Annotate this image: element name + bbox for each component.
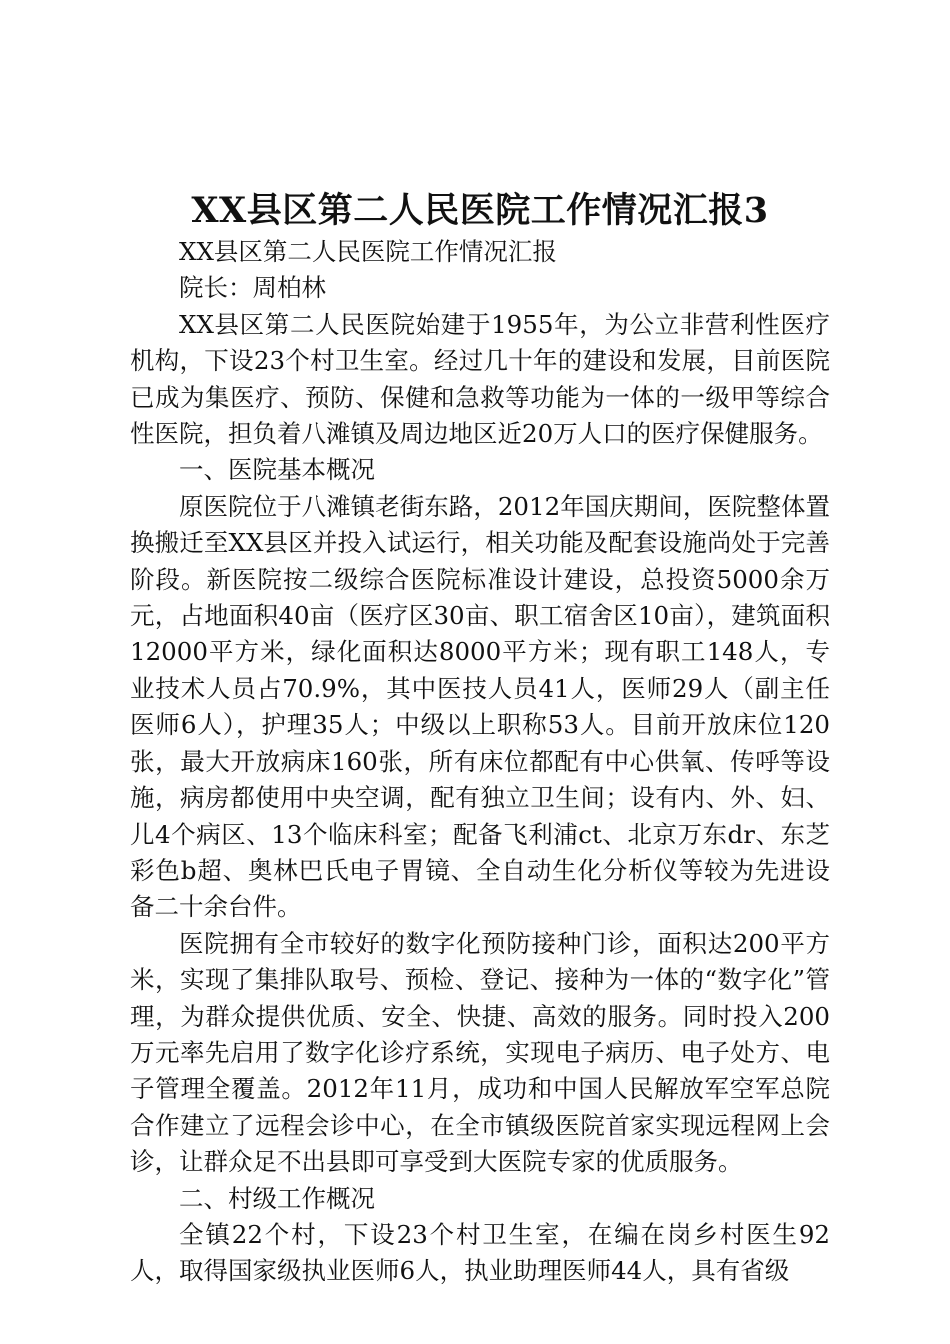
section-heading-2: 二、村级工作概况 bbox=[179, 1183, 375, 1213]
author-line: 院长：周柏林 bbox=[179, 273, 326, 303]
section-1-paragraph-2: 医院拥有全市较好的数字化预防接种门诊，面积达200平方米，实现了集排队取号、预检、登记、接种为一体的“数字化”管理，为群众提供优质、安全、快捷、高效的服务。同时投入200万元率先启用了数字化诊疗系统，实现电子病历、电子处方、电子管理全覆盖。2012年11月，成功和中国人民解放军空军总院合作建立了远程会诊中心，在全市镇级医院首家实现远程网上会诊，让群众足不出县即可享受到大医院专家的优质服务。 bbox=[130, 928, 830, 1177]
document-body bbox=[130, 234, 830, 1290]
section-1-paragraph-1: 原医院位于八滩镇老街东路，2012年国庆期间，医院整体置换搬迁至XX县区并投入试运行，相关功能及配套设施尚处于完善阶段。新医院按二级综合医院标准设计建设，总投资5000余万元，占地面积40亩（医疗区30亩、职工宿舍区10亩），建筑面积12000平方米，绿化面积达8000平方米；现有职工148人，专业技术人员占70.9%，其中医技人员41人，医师29人（副主任医师6人），护理35人；中级以上职称53人。目前开放床位120张，最大开放病床160张，所有床位都配有中心供氧、传呼等设施，病房都使用中央空调，配有独立卫生间；设有内、外、妇、儿4个病区、13个临床科室；配备飞利浦ct、北京万东dr、东芝彩色b超、奥林巴氏电子胃镜、全自动生化分析仪等较为先进设备二十余台件。 bbox=[130, 491, 830, 922]
document-title: XX县区第二人民医院工作情况汇报3 bbox=[191, 190, 769, 231]
report-subtitle: XX县区第二人民医院工作情况汇报 bbox=[179, 237, 557, 266]
intro-paragraph: XX县区第二人民医院始建于1955年，为公立非营利性医疗机构，下设23个村卫生室。经过几十年的建设和发展，目前医院已成为集医疗、预防、保健和急救等功能为一体的一级甲等综合性医院，担负着八滩镇及周边地区近20万人口的医疗保健服务。 bbox=[130, 309, 830, 449]
section-heading-1: 一、医院基本概况 bbox=[179, 455, 375, 485]
section-2-paragraph-1: 全镇22个村，下设23个村卫生室，在编在岗乡村医生92人，取得国家级执业医师6人，执业助理医师44人，具有省级 bbox=[130, 1219, 830, 1286]
